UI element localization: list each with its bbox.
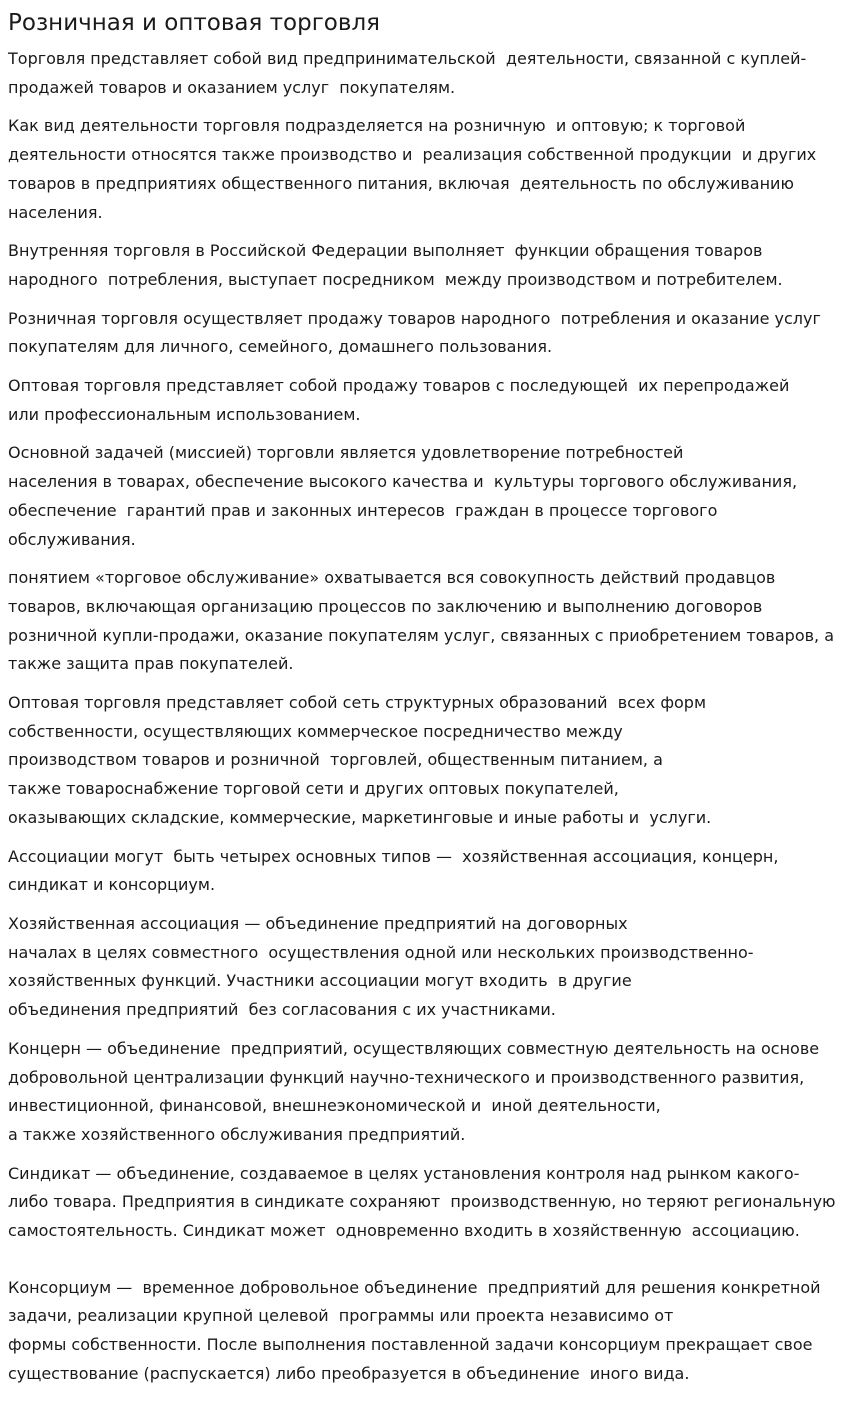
text-line: народного потребления, выступает посредником между производством и потребителем.	[8, 269, 783, 289]
paragraph-wholesale-network	[8, 689, 839, 833]
text-line: Ассоциации могут быть четырех основных типов — хозяйственная ассоциация, концерн,	[8, 846, 779, 866]
text-line: Хозяйственная ассоциация — объединение предприятий на договорных	[8, 913, 628, 933]
blank-line	[8, 1246, 839, 1274]
paragraph-association-types	[8, 843, 839, 900]
text-line: существование (распускается) либо преобразуется в объединение иного вида.	[8, 1363, 690, 1383]
text-line: формы собственности. После выполнения поставленной задачи консорциум прекращает свое	[8, 1335, 813, 1355]
text-line: товаров в предприятиях общественного питания, включая деятельность по обслуживанию	[8, 173, 794, 193]
text-line: Консорциум — временное добровольное объединение предприятий для решения конкретной	[8, 1277, 821, 1297]
paragraph-trade-service	[8, 564, 839, 679]
text-line: или профессиональным использованием.	[8, 404, 361, 424]
text-line: Синдикат — объединение, создаваемое в целях установления контроля над рынком какого-	[8, 1163, 800, 1183]
text-line: Концерн — объединение предприятий, осуществляющих совместную деятельность на основе	[8, 1038, 820, 1058]
paragraph-consortium	[8, 1274, 839, 1389]
text-line: Как вид деятельности торговля подразделяется на розничную и оптовую; к торговой	[8, 116, 746, 136]
text-line: синдикат и консорциум.	[8, 875, 216, 895]
text-line: деятельности относятся также производство и реализация собственной продукции и других	[8, 145, 817, 165]
page-title: Розничная и оптовая торговля	[8, 10, 380, 36]
paragraph-trade-definition	[8, 45, 839, 102]
text-line: Основной задачей (миссией) торговли является удовлетворение потребностей	[8, 443, 684, 463]
text-line: самостоятельность. Синдикат может одновременно входить в хозяйственную ассоциацию.	[8, 1221, 800, 1241]
text-line: покупателям для личного, семейного, домашнего пользования.	[8, 337, 553, 357]
text-line: а также хозяйственного обслуживания предприятий.	[8, 1124, 466, 1144]
text-line: также защита прав покупателей.	[8, 654, 294, 674]
text-line: также товароснабжение торговой сети и других оптовых покупателей,	[8, 779, 619, 799]
text-line: производством товаров и розничной торговлей, общественным питанием, а	[8, 750, 663, 770]
paragraph-wholesale-trade	[8, 372, 839, 429]
text-line: собственности, осуществляющих коммерческое посредничество между	[8, 721, 623, 741]
paragraph-concern	[8, 1035, 839, 1150]
paragraph-internal-trade	[8, 237, 839, 294]
text-line: началах в целях совместного осуществления одной или нескольких производственно-	[8, 942, 754, 962]
paragraph-syndicate	[8, 1160, 839, 1246]
paragraph-trade-mission	[8, 439, 839, 554]
text-line: объединения предприятий без согласования с их участниками.	[8, 1000, 556, 1020]
text-line: населения.	[8, 202, 103, 222]
text-line: добровольной централизации функций научно-технического и производственного развития,	[8, 1067, 805, 1087]
text-line: Внутренняя торговля в Российской Федерации выполняет функции обращения товаров	[8, 241, 763, 261]
text-line: Торговля представляет собой вид предпринимательской деятельности, связанной с куплей-	[8, 49, 807, 68]
text-line: населения в товарах, обеспечение высокого качества и культуры торгового обслуживания,	[8, 472, 798, 492]
text-line: Оптовая торговля представляет собой сеть структурных образований всех форм	[8, 693, 707, 713]
text-line: товаров, включающая организацию процессов по заключению и выполнению договоров	[8, 596, 763, 616]
text-line: обеспечение гарантий прав и законных интересов граждан в процессе торгового	[8, 500, 718, 520]
text-line: инвестиционной, финансовой, внешнеэкономической и иной деятельности,	[8, 1096, 661, 1116]
text-line: обслуживания.	[8, 529, 136, 549]
text-line: Оптовая торговля представляет собой продажу товаров с последующей их перепродажей	[8, 376, 790, 396]
text-line: понятием «торговое обслуживание» охватывается вся совокупность действий продавцов	[8, 568, 776, 588]
text-line: задачи, реализации крупной целевой программы или проекта независимо от	[8, 1306, 674, 1326]
paragraph-retail-trade	[8, 305, 839, 362]
paragraph-economic-association	[8, 910, 839, 1025]
paragraph-trade-types	[8, 112, 839, 227]
text-line: Розничная торговля осуществляет продажу товаров народного потребления и оказание услуг	[8, 308, 821, 328]
text-line: оказывающих складские, коммерческие, маркетинговые и иные работы и услуги.	[8, 807, 712, 827]
text-line: хозяйственных функций. Участники ассоциации могут входить в другие	[8, 971, 632, 991]
text-line: продажей товаров и оказанием услуг покупателям.	[8, 77, 456, 97]
text-line: либо товара. Предприятия в синдикате сохраняют производственную, но теряют региональную	[8, 1192, 836, 1212]
text-line: розничной купли-продажи, оказание покупателям услуг, связанных с приобретением товаров, а	[8, 625, 835, 645]
